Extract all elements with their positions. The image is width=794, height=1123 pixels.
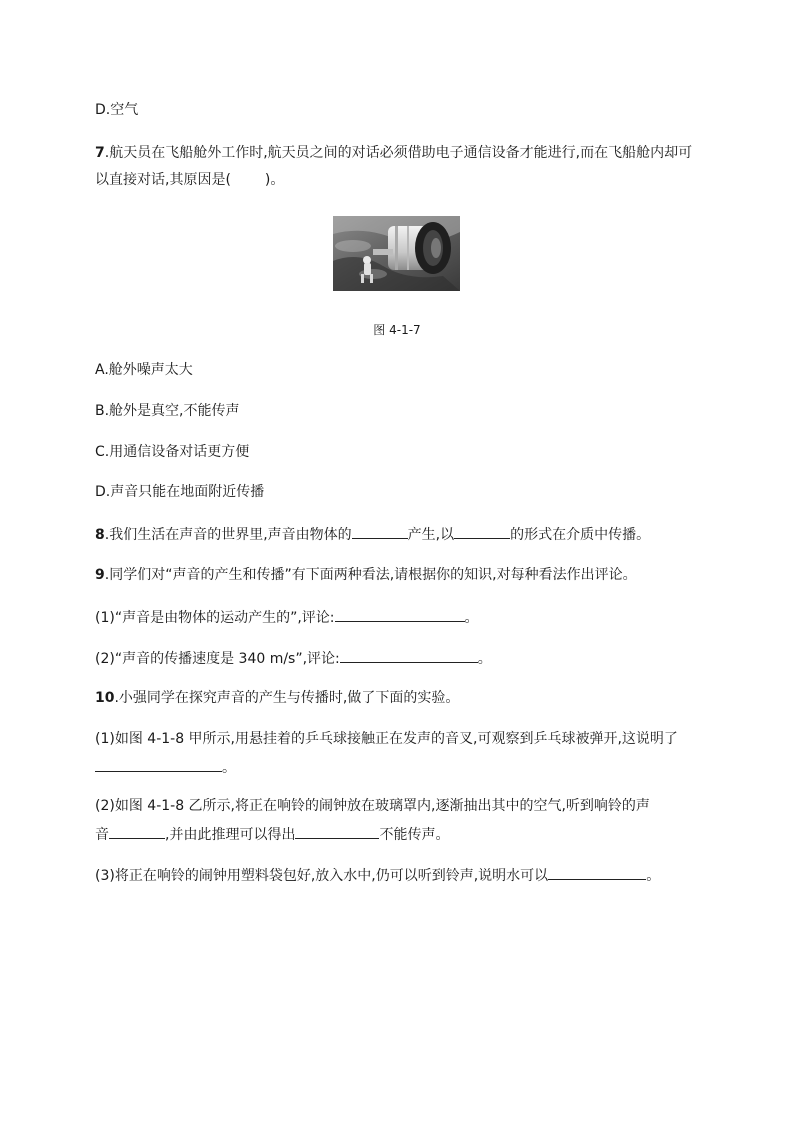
q9-number: 9 xyxy=(95,567,105,583)
q7-stem-text: .航天员在飞船舱外工作时,航天员之间的对话必须借助电子通信设备才能进行,而在飞船舱内却可 xyxy=(104,145,693,161)
q10-sub3-end: 。 xyxy=(646,868,661,884)
q8-blank-2[interactable] xyxy=(454,523,510,539)
q8-blank-1[interactable] xyxy=(352,523,408,539)
q7-stem-text3: )。 xyxy=(264,172,285,188)
q8-text-a: .我们生活在声音的世界里,声音由物体的 xyxy=(104,527,352,543)
q7-option-a: A.舱外噪声太大 xyxy=(95,362,193,378)
q10-sub1-line1: (1)如图 4-1-8 甲所示,用悬挂着的乒乓球接触正在发声的音叉,可观察到乒乓球被弹开,这说明了 xyxy=(95,731,678,747)
q10-sub2-a: 音 xyxy=(95,827,109,843)
q10-stem xyxy=(95,688,459,708)
q9-stem-text: .同学们对“声音的产生和传播”有下面两种看法,请根据你的知识,对每种看法作出评论。 xyxy=(104,567,637,583)
q9-sub2-text: (2)“声音的传播速度是 340 m/s”,评论: xyxy=(95,651,340,667)
q10-sub1-end: 。 xyxy=(222,760,236,776)
q7-stem-line1 xyxy=(95,143,692,163)
q10-sub2-line2 xyxy=(95,823,449,845)
q9-sub1 xyxy=(95,606,479,628)
q10-sub3-text: (3)将正在响铃的闹钟用塑料袋包好,放入水中,仍可以听到铃声,说明水可以 xyxy=(95,868,549,884)
q10-stem-text: .小强同学在探究声音的产生与传播时,做了下面的实验。 xyxy=(114,690,460,706)
q9-blank-1[interactable] xyxy=(335,606,465,622)
q7-stem-text2: 以直接对话,其原因是( xyxy=(95,172,231,188)
q7-option-d: D.声音只能在地面附近传播 xyxy=(95,484,265,500)
q8-text-c: 的形式在介质中传播。 xyxy=(510,527,651,543)
q6-option-d: D.空气 xyxy=(95,102,139,118)
q10-blank-2[interactable] xyxy=(109,823,165,839)
q9-sub2-end: 。 xyxy=(477,651,492,667)
q10-number: 10 xyxy=(95,690,115,706)
q7-option-c: C.用通信设备对话更方便 xyxy=(95,444,250,460)
q10-blank-4[interactable] xyxy=(548,864,646,880)
q8-number: 8 xyxy=(95,527,105,543)
figure-caption: 图 4-1-7 xyxy=(373,323,421,337)
q9-sub1-text: (1)“声音是由物体的运动产生的”,评论: xyxy=(95,610,335,626)
q7-number: 7 xyxy=(95,145,105,161)
q10-sub2-b: ,并由此推理可以得出 xyxy=(165,827,296,843)
q10-sub2-line1: (2)如图 4-1-8 乙所示,将正在响铃的闹钟放在玻璃罩内,逐渐抽出其中的空气,听到响铃的声 xyxy=(95,798,650,814)
q10-sub3 xyxy=(95,864,660,886)
q8-line xyxy=(95,523,650,545)
q10-sub1-line2 xyxy=(95,756,236,778)
q10-sub2-c: 不能传声。 xyxy=(379,827,450,843)
q7-option-b: B.舱外是真空,不能传声 xyxy=(95,403,240,419)
astronaut-spacewalk-image xyxy=(333,216,460,291)
q10-blank-3[interactable] xyxy=(295,823,379,839)
q8-text-b: 产生,以 xyxy=(407,527,455,543)
q9-sub2 xyxy=(95,647,492,669)
q9-blank-2[interactable] xyxy=(340,647,478,663)
q9-sub1-end: 。 xyxy=(464,610,479,626)
q7-stem-line2 xyxy=(95,170,284,190)
q9-stem xyxy=(95,565,637,585)
q10-blank-1[interactable] xyxy=(95,756,222,772)
